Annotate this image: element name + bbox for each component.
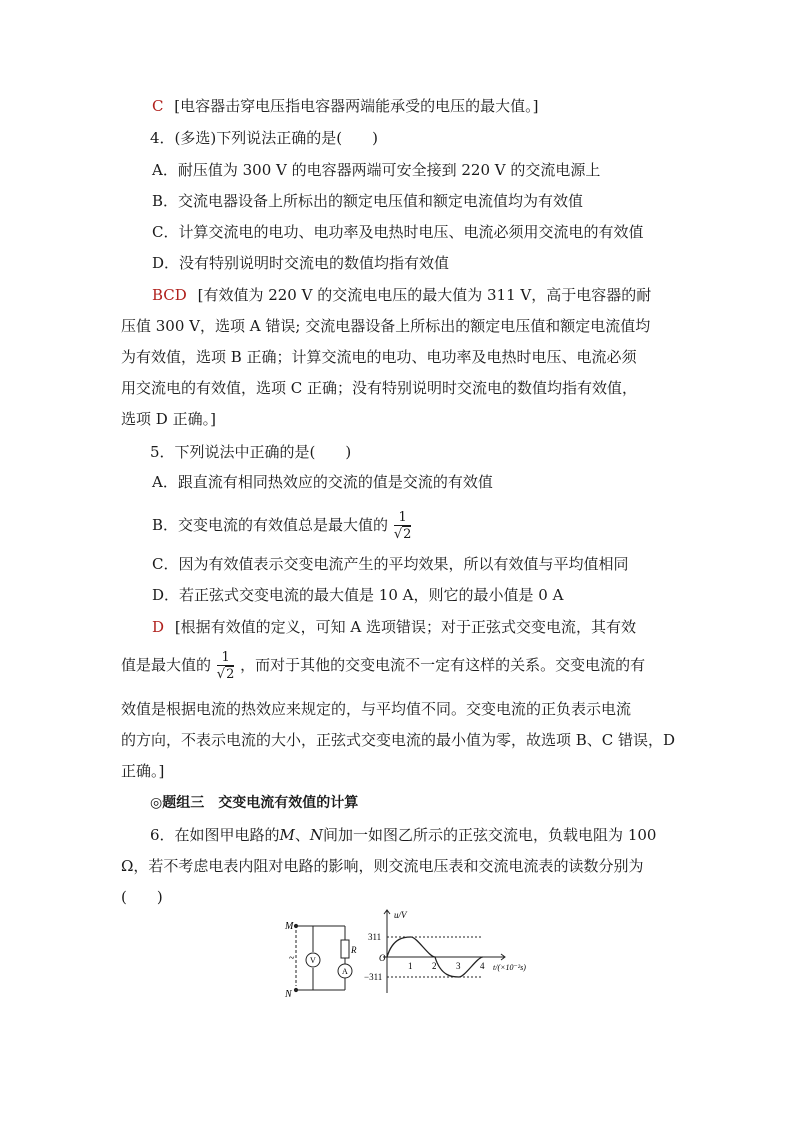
label-n: N [285, 989, 292, 1000]
q5-option-d: D．若正弦式交变电流的最大值是 10 A，则它的最小值是 0 A [152, 586, 564, 604]
x-tick-2: 2 [432, 961, 437, 971]
q6-stem-1 [150, 825, 656, 845]
q4-explanation-1: [有效值为 220 V 的交流电电压的最大值为 311 V，高于电容器的耐 [197, 286, 652, 304]
q5-answer-line-1 [152, 617, 636, 637]
section-symbol: ◎ [150, 795, 163, 811]
y-axis-label: u/V [394, 910, 407, 920]
resistor-icon [341, 940, 349, 958]
voltmeter-label: V [310, 956, 316, 965]
fraction-denominator: √2 [393, 527, 412, 542]
source-symbol: ~ [289, 953, 295, 964]
answer-letter: BCD [152, 286, 187, 304]
ut-graph [383, 910, 505, 993]
q4-option-b: B．交流电器设备上所标出的额定电压值和额定电流值均为有效值 [152, 192, 584, 210]
fraction-denominator: √2 [216, 667, 235, 682]
q3-answer-line [152, 96, 538, 116]
q5-stem: 5．下列说法中正确的是( ) [150, 443, 352, 461]
q4-option-a: A．耐压值为 300 V 的电容器两端可安全接到 220 V 的交流电源上 [152, 161, 601, 179]
q5-explanation-1: [根据有效值的定义，可知 A 选项错误；对于正弦式交变电流，其有效 [174, 618, 637, 636]
q5-option-c: C．因为有效值表示交变电流产生的平均效果，所以有效值与平均值相同 [152, 555, 629, 573]
x-tick-1: 1 [408, 961, 413, 971]
resistor-label: R [351, 945, 357, 955]
y-max-label: 311 [368, 932, 382, 942]
x-tick-4: 4 [480, 961, 485, 971]
q5-option-b-text: B．交变电流的有效值总是最大值的 [152, 516, 389, 534]
origin-label: O [379, 953, 386, 963]
circuit-diagram [294, 924, 352, 991]
q5-explanation-5: 正确。] [121, 762, 165, 780]
fraction-numerator: 1 [217, 650, 235, 666]
var-m: M [279, 826, 295, 844]
q6-stem-1b: 间加一如图乙所示的正弦交流电，负载电阻为 100 [323, 826, 657, 844]
q5-explanation-3: 效值是根据电流的热效应来规定的，与平均值不同。交变电流的正负表示电流 [121, 700, 632, 718]
sqrt-radicand: 2 [403, 527, 412, 542]
q5-explanation-4: 的方向，不表示电流的大小，正弦式交变电流的最小值为零，故选项 B、C 错误，D [121, 731, 676, 749]
q6-separator: 、 [294, 826, 310, 844]
q4-explanation-5: 选项 D 正确。] [121, 410, 216, 428]
fraction-one-over-sqrt2 [217, 650, 235, 682]
x-axis-label: t/(×10⁻²s) [493, 963, 526, 972]
q6-stem-2: Ω，若不考虑电表内阻对电路的影响，则交流电压表和交流电流表的读数分别为 [121, 857, 644, 875]
ammeter-label: A [342, 967, 348, 976]
q4-option-d: D．没有特别说明时交流电的数值均指有效值 [152, 254, 450, 272]
fraction-one-over-sqrt2 [394, 510, 412, 542]
label-m: M [285, 921, 294, 932]
q5-option-a: A．跟直流有相同热效应的交流的值是交流的有效值 [152, 473, 493, 491]
q4-option-c: C．计算交流电的电功、电功率及电热时电压、电流必须用交流电的有效值 [152, 223, 644, 241]
q4-stem: 4．(多选)下列说法正确的是( ) [150, 129, 378, 147]
q6-stem-3: ( ) [121, 888, 163, 906]
fraction-numerator: 1 [394, 510, 412, 526]
q5-option-b [152, 510, 412, 542]
q6-stem-1a: 6．在如图甲电路的 [150, 826, 280, 844]
answer-letter: D [152, 618, 165, 636]
q5-explanation-2a: 值是最大值的 [121, 656, 212, 674]
q4-explanation-2: 压值 300 V，选项 A 错误; 交流电器设备上所标出的额定电压值和额定电流值均 [121, 317, 651, 335]
q4-explanation-3: 为有效值，选项 B 正确；计算交流电的电功、电功率及电热时电压、电流必须 [121, 348, 637, 366]
q4-explanation-4: 用交流电的有效值，选项 C 正确；没有特别说明时交流电的数值均指有效值， [121, 379, 638, 397]
sqrt-radicand: 2 [226, 667, 235, 682]
answer-explanation: [电容器击穿电压指电容器两端能承受的电压的最大值。] [174, 97, 539, 115]
q5-explanation-2 [121, 650, 645, 682]
q6-figure [275, 908, 555, 1003]
section-title: 题组三 交变电流有效值的计算 [162, 795, 359, 811]
answer-letter: C [152, 97, 164, 115]
var-n: N [309, 826, 324, 844]
q4-answer-line-1 [152, 285, 651, 305]
x-tick-3: 3 [456, 961, 461, 971]
q5-explanation-2b: ，而对于其他的交变电流不一定有这样的关系。交变电流的有 [240, 656, 646, 674]
y-min-label: −311 [364, 972, 383, 982]
section-heading [150, 793, 358, 813]
